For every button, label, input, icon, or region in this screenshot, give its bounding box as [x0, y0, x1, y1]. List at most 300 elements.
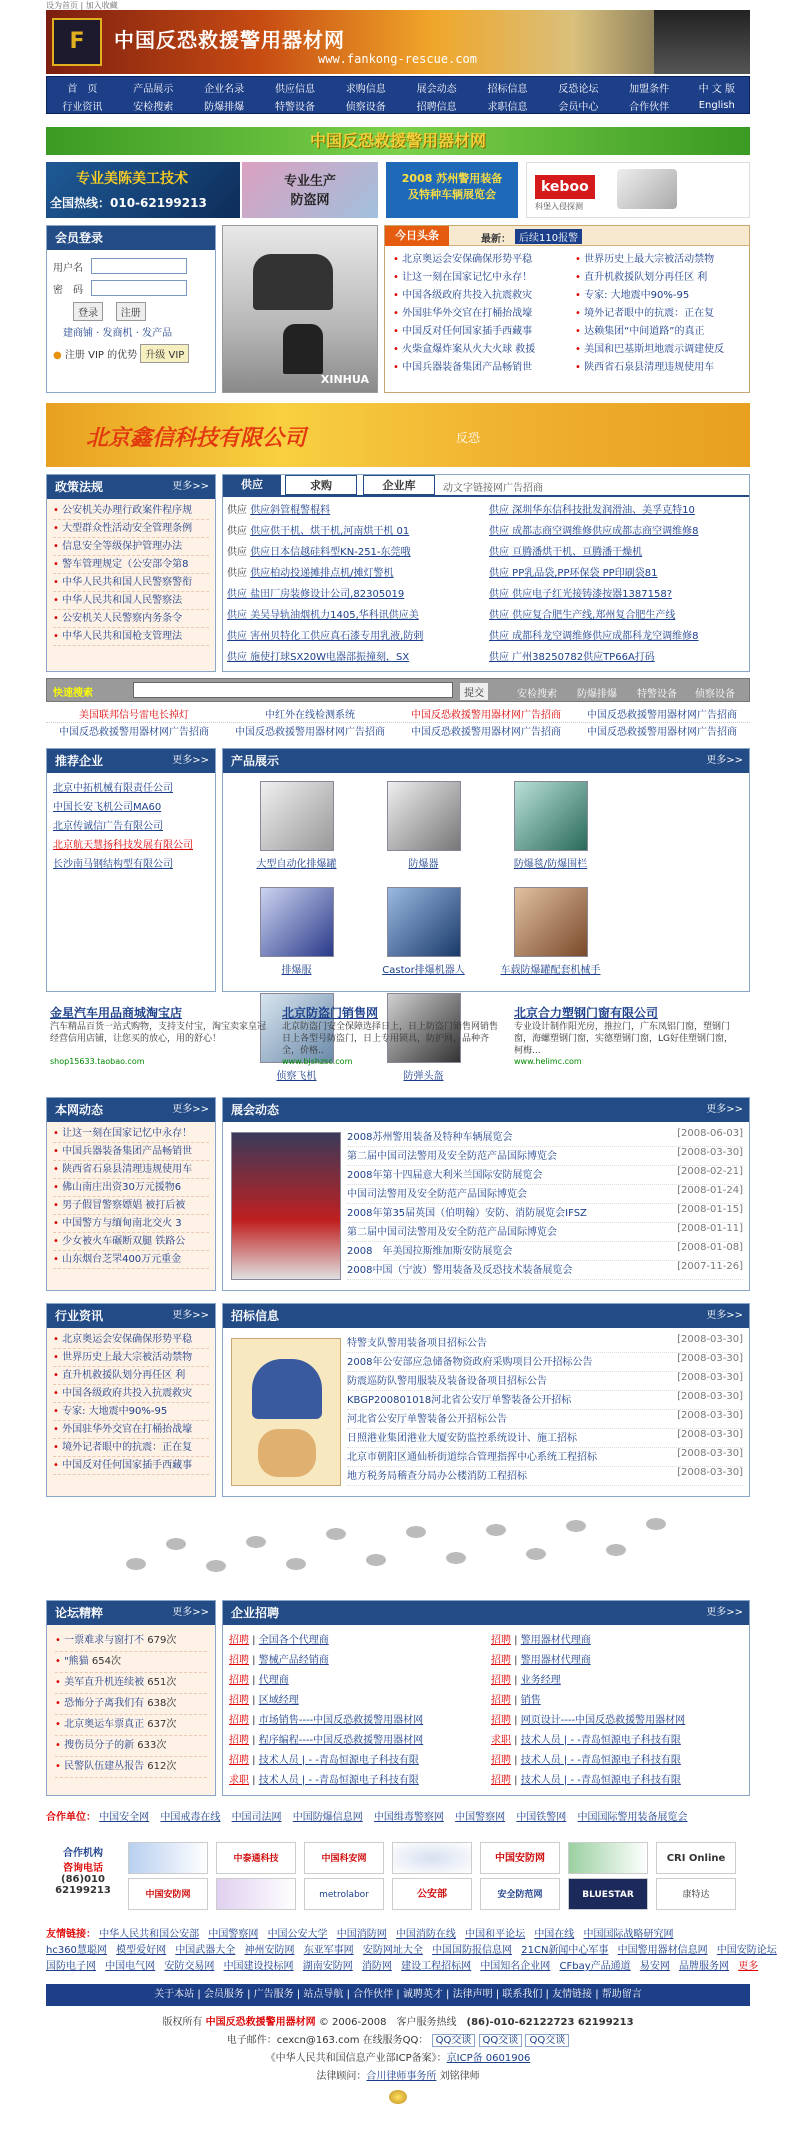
tender-item[interactable]: 地方税务局稽查分局办公楼消防工程招标 [347, 1471, 527, 1482]
industry-item[interactable]: • 专家: 大地震中90%-95 [53, 1403, 209, 1421]
policy-item[interactable]: • 信息安全等级保护管理办法 [53, 538, 209, 556]
partner-logo[interactable]: 公安部 [392, 1878, 472, 1910]
friend-link[interactable]: 中国消防网 [336, 1929, 387, 1940]
forum-item[interactable]: "熊猫 [64, 1656, 89, 1667]
tender-item[interactable]: 2008年公安部应急储备物资政府采购项目公开招标公告 [347, 1357, 593, 1368]
product-card[interactable] [233, 883, 360, 989]
quick-search-bar [46, 678, 750, 702]
industry-item[interactable]: • 北京奥运会安保确保形势平稳 [53, 1331, 209, 1349]
partner-logo[interactable]: BLUESTAR [568, 1878, 648, 1910]
nav-products[interactable]: 产品展示 [133, 83, 174, 95]
tender-date: [2008-03-30] [677, 1429, 743, 1440]
green-banner[interactable] [46, 127, 750, 155]
partner-logo[interactable]: metrolabor [304, 1878, 384, 1910]
headline-item[interactable]: • 中国各级政府共投入抗震救灾 [393, 287, 561, 305]
text-ad[interactable] [282, 1004, 502, 1066]
headline-item[interactable]: • 中国反对任何国家插手西藏事 [393, 323, 561, 341]
vip-advantage-link[interactable]: 注册 VIP 的优势 [64, 350, 138, 361]
friend-link[interactable]: 中国武器大全 [175, 1945, 236, 1956]
forum-item[interactable]: 恐怖分子离我们有 [64, 1698, 145, 1709]
exhibit-header [223, 1098, 749, 1122]
friend-link[interactable]: 建设工程招标网 [401, 1961, 472, 1972]
exhibit-item[interactable]: 中国司法警用及安全防范产品国际博览会 [347, 1189, 527, 1200]
logo-wall [46, 1838, 750, 1918]
friend-link[interactable]: 中国和平论坛 [465, 1929, 526, 1940]
news-item[interactable]: • 少女被火车碾断双腿 铁路公 [53, 1233, 209, 1251]
industry-item[interactable]: • 外国驻华外交官在打桶抬战壕 [53, 1421, 209, 1439]
product-card[interactable] [233, 777, 360, 883]
footprint-banner[interactable] [46, 1504, 750, 1592]
partner-logo[interactable]: 中国安防网 [128, 1878, 208, 1910]
icp-label: 《中华人民共和国信息产业部ICP备案》： [265, 2053, 447, 2064]
post-product-link[interactable]: 发产品 [142, 328, 173, 339]
friend-link[interactable]: 中国消防在线 [395, 1929, 456, 1940]
supply-item[interactable]: 供应 供应复合肥生产线,郑州复合肥生产线 [489, 610, 676, 621]
jobs-more-link[interactable]: 更多>> [706, 1607, 743, 1618]
ad-link[interactable]: 中国反恐救援警用器材网广告招商 [59, 727, 209, 738]
ad-link[interactable]: 美国联邦信号雷电长掉灯 [79, 710, 189, 721]
industry-item[interactable]: • 境外记者眼中的抗震：正在复 [53, 1439, 209, 1457]
exhibit-list [347, 1128, 743, 1280]
exhibit-item[interactable]: 2008 年美国拉斯维加斯安防展览会 [347, 1246, 513, 1257]
forum-count: 637次 [147, 1719, 177, 1730]
headline-item[interactable]: • 北京奥运会安保确保形势平稳 [393, 251, 561, 269]
supply-item[interactable]: 供应 美吴导轨油烟机力1405,华科讯供应美 [227, 610, 419, 621]
tender-item[interactable]: 防震巡防队警用服装及装备设备项目招标公告 [347, 1376, 547, 1387]
supply-item[interactable]: 供应柏动投递摊排点机/摊灯警机 [250, 568, 394, 579]
site-name: 中国反恐救援警用器材网 [114, 28, 345, 52]
supply-item[interactable]: 供应 深圳华东信科技批发润滑油、美孚克特10 [489, 505, 695, 516]
partner-logo[interactable]: 中国安防网 [480, 1842, 560, 1874]
keboo-logo: keboo [535, 175, 595, 199]
headline-item[interactable]: • 火柴盒爆炸案从火大火球 救援 [393, 341, 561, 359]
qq-chat-button[interactable]: QQ交谈 [479, 2034, 523, 2047]
nav-companies[interactable]: 企业名录 [204, 83, 245, 95]
friend-link[interactable]: 品牌服务网 [679, 1961, 730, 1972]
friend-link[interactable]: hc360慧聪网 [46, 1945, 107, 1956]
login-button[interactable]: 登录 [73, 302, 103, 321]
product-card[interactable] [360, 777, 487, 883]
tender-date: [2008-03-30] [677, 1353, 743, 1364]
vip-info-icon: ● [53, 350, 62, 361]
upgrade-vip-button[interactable]: 升级 VIP [140, 344, 189, 363]
nav-english[interactable]: English [698, 99, 735, 111]
headline-item[interactable]: • 世界历史上最大宗被活动禁物 [575, 251, 743, 269]
job-item[interactable]: 技术人员 | - -青岛恒源电子科技有限 [520, 1755, 681, 1766]
partner-link[interactable]: 中国铁警网 [516, 1812, 567, 1823]
headline-item[interactable]: • 让这一刻在国家记忆中永存！ [393, 269, 561, 287]
partner-link[interactable]: 中国缉毒警察网 [373, 1812, 444, 1823]
friend-link[interactable]: 21CN新闻中心军事 [521, 1945, 609, 1956]
job-item[interactable]: 技术人员 | - -青岛恒源电子科技有限 [258, 1755, 419, 1766]
job-item[interactable]: 程序编程----中国反恐救援警用器材网 [258, 1735, 424, 1746]
footer-link[interactable]: 诚聘英才 [402, 1989, 443, 2000]
ad-suzhou-expo[interactable] [386, 162, 518, 218]
product-name[interactable]: Castor排爆机器人 [382, 965, 465, 976]
quick-search-cat[interactable]: 特警设备 [637, 689, 677, 700]
job-type: 求职 [491, 1735, 511, 1746]
headline-item[interactable]: • 中国兵器装备集团产品畅销世 [393, 359, 561, 377]
ad-art-tech[interactable] [46, 162, 240, 218]
tender-item[interactable]: 特警支队警用装备项目招标公告 [347, 1338, 487, 1349]
nav-member[interactable]: 会员中心 [558, 101, 599, 113]
nav-supply[interactable]: 供应信息 [274, 83, 315, 95]
copyright-site-name[interactable]: 中国反恐救援警用器材网 [205, 2017, 316, 2028]
friend-link[interactable]: 中国警察网 [208, 1929, 259, 1940]
exhibit-more-link[interactable]: 更多>> [706, 1104, 743, 1115]
friend-link[interactable]: 中华人民共和国公安部 [99, 1929, 200, 1940]
text-ad-title[interactable]: 北京防盗门销售网 [282, 1006, 379, 1020]
friend-link[interactable]: 中国警用器材信息网 [617, 1945, 708, 1956]
product-name[interactable]: 防爆毯/防爆围栏 [513, 859, 588, 870]
ad-link[interactable]: 中国反恐救援警用器材网广告招商 [587, 710, 737, 721]
product-name[interactable]: 排爆服 [281, 965, 312, 976]
logo-mark[interactable]: F [52, 18, 102, 66]
headline-photo[interactable] [222, 225, 378, 393]
supply-item[interactable]: 供应 亘腾潘烘干机、亘腾潘干燥机 [489, 547, 643, 558]
job-item[interactable]: 警用器材代理商 [520, 1655, 591, 1666]
password-input[interactable] [91, 280, 187, 296]
exhibit-item[interactable]: 2008中国（宁波）警用装备及反恐技术装备展览会 [347, 1265, 573, 1276]
tab-today-headline[interactable]: 今日头条 [385, 226, 449, 246]
friend-link[interactable]: 中国安防论坛 [716, 1945, 777, 1956]
quick-search-input[interactable] [133, 682, 453, 698]
nav-tender[interactable]: 招标信息 [487, 83, 528, 95]
nav-security-search[interactable]: 安检搜索 [133, 101, 174, 113]
tender-date: [2008-03-30] [677, 1334, 743, 1345]
job-item[interactable]: 代理商 [258, 1675, 289, 1686]
friend-link[interactable]: 中国公安大学 [267, 1929, 328, 1940]
news-item[interactable]: • 中国警方与缅甸南北交火 3 [53, 1215, 209, 1233]
policy-item[interactable]: • 大型群众性活动安全管理条例 [53, 520, 209, 538]
partner-logo[interactable]: 康特达 [656, 1878, 736, 1910]
forum-item[interactable]: 民警队伍建丛报告 [64, 1761, 145, 1772]
exhibit-item[interactable]: 2008年第35届英国（伯明翰）安防、消防展览会IFSZ [347, 1208, 587, 1219]
partner-logo[interactable]: 中泰通科技 [216, 1842, 296, 1874]
footer-link[interactable]: 关于本站 [154, 1989, 195, 2000]
tender-item[interactable]: 日照港业集团港业大厦安防监控系统设计、施工招标 [347, 1433, 577, 1444]
friend-link[interactable]: 中国国际战略研究网 [583, 1929, 674, 1940]
ad-security-subtitle: 防盗网 [290, 193, 330, 208]
ad-link[interactable]: 中国反恐救援警用器材网广告招商 [587, 727, 737, 738]
news-item[interactable]: • 中国兵器装备集团产品畅销世 [53, 1143, 209, 1161]
site-news-more-link[interactable]: 更多>> [172, 1104, 209, 1115]
policy-item[interactable]: • 公安机关办理行政案件程序规 [53, 502, 209, 520]
product-name[interactable]: 防爆器 [408, 859, 439, 870]
policy-item[interactable]: • 中华人民共和国枪支管理法 [53, 628, 209, 646]
tender-item[interactable]: KBGP200801018河北省公安厅单警装备公开招标 [347, 1395, 572, 1406]
friend-link[interactable]: 模型爱好网 [116, 1945, 167, 1956]
partner-logo[interactable] [568, 1842, 648, 1874]
ad-link[interactable]: 中国反恐救援警用器材网广告招商 [235, 727, 385, 738]
job-item[interactable]: 技术人员 | - -青岛恒源电子科技有限 [258, 1775, 419, 1786]
nav-join[interactable]: 加盟条件 [629, 83, 670, 95]
company-item[interactable]: 长沙南马钢结构型有限公司 [53, 859, 173, 870]
qq-chat-button[interactable]: QQ交谈 [525, 2034, 569, 2047]
friend-link[interactable]: 安防交易网 [164, 1961, 215, 1972]
policy-item[interactable]: • 公安机关人民警察内务条令 [53, 610, 209, 628]
supply-item[interactable]: 供应 供应电子红光接铸漆按器1387158? [489, 589, 673, 600]
job-item[interactable]: 网页设计----中国反恐救援警用器材网 [520, 1715, 686, 1726]
exhibit-item[interactable]: 第二届中国司法警用及安全防范产品国际博览会 [347, 1151, 557, 1162]
footer-link[interactable]: 会员服务 [203, 1989, 244, 2000]
headline-item[interactable]: • 直升机救援队划分再任区 利 [575, 269, 743, 287]
nav-chinese[interactable]: 中 文 版 [698, 83, 735, 95]
site-news-box [46, 1097, 216, 1291]
policy-item[interactable]: • 警车管理规定（公安部令第8 [53, 556, 209, 574]
product-name[interactable]: 大型自动化排爆罐 [256, 859, 337, 870]
friend-link[interactable]: 中国知名企业网 [480, 1961, 551, 1972]
job-type: 招聘 [229, 1755, 249, 1766]
ad-expo-title: 2008 苏州警用装备 [401, 172, 503, 185]
nav-forum[interactable]: 反恐论坛 [558, 83, 599, 95]
partner-link[interactable]: 中国防爆信息网 [292, 1812, 363, 1823]
partner-logo[interactable] [216, 1878, 296, 1910]
news-item[interactable]: • 男子假冒警察嫖娼 被打后被 [53, 1197, 209, 1215]
friend-link[interactable]: 湖南安防网 [302, 1961, 353, 1972]
industry-item[interactable]: • 直升机救援队划分再任区 利 [53, 1367, 209, 1385]
job-type: 招聘 [491, 1755, 511, 1766]
job-type: 求职 [229, 1775, 249, 1786]
partner-link[interactable]: 中国国际警用装备展览会 [577, 1812, 688, 1823]
jobs-box [222, 1600, 750, 1796]
footer-link[interactable]: 友情链接 [552, 1989, 593, 2000]
quick-search-cat[interactable]: 侦察设备 [695, 689, 735, 700]
supply-type-label: 供应 [227, 547, 247, 558]
footer-badge-icon[interactable] [389, 2090, 407, 2104]
photo-caption: XINHUA [320, 373, 369, 386]
partner-logo[interactable]: 安全防范网 [480, 1878, 560, 1910]
friend-link[interactable]: 安防网址大全 [362, 1945, 423, 1956]
product-card[interactable] [487, 883, 614, 989]
text-ad-title[interactable]: 北京合力塑钢门窗有限公司 [514, 1006, 659, 1020]
forum-item[interactable]: 搜伤员分子的新 [64, 1740, 135, 1751]
quick-search-cat[interactable]: 防爆排爆 [577, 689, 617, 700]
text-ad-title[interactable]: 金星汽车用品商城淘宝店 [50, 1006, 183, 1020]
footer-link[interactable]: 广告服务 [253, 1989, 294, 2000]
exhibit-item[interactable]: 2008苏州警用装备及特种车辆展览会 [347, 1132, 513, 1143]
news-item[interactable]: • 让这一刻在国家记忆中永存！ [53, 1125, 209, 1143]
friend-link[interactable]: 中国国防报信息网 [432, 1945, 513, 1956]
friend-link[interactable]: 东亚军事网 [303, 1945, 354, 1956]
ad-link[interactable]: 中国反恐救援警用器材网广告招商 [411, 710, 561, 721]
policy-header [47, 475, 215, 499]
product-name[interactable]: 侦察飞机 [276, 1071, 317, 1082]
nav-recruit[interactable]: 招聘信息 [416, 101, 457, 113]
nav-demand[interactable]: 求购信息 [345, 83, 386, 95]
supply-item[interactable]: 供应日本信越硅料型KN-251-东莞哦 [250, 547, 411, 558]
exhibit-item[interactable]: 2008年第十四届意大利米兰国际安防展览会 [347, 1170, 543, 1181]
lawyer-firm-link[interactable]: 合川律师事务所 [366, 2071, 437, 2082]
tab-company-db[interactable]: 企业库 [363, 475, 435, 495]
footer-link[interactable]: 法律声明 [452, 1989, 493, 2000]
footer-link[interactable]: 合作伙伴 [353, 1989, 394, 2000]
nav-eod[interactable]: 防爆排爆 [204, 101, 245, 113]
site-header [46, 10, 750, 74]
headline-item[interactable]: • 专家: 大地震中90%-95 [575, 287, 743, 305]
forum-count: 654次 [91, 1656, 121, 1667]
friend-link[interactable]: 国防电子网 [46, 1961, 96, 1972]
products-title: 产品展示 [231, 754, 280, 768]
news-item[interactable]: • 山东烟台芝罘400万元重金 [53, 1251, 209, 1269]
product-name[interactable]: 防弹头盔 [403, 1071, 444, 1082]
job-item[interactable]: 技术人员 | - -青岛恒源电子科技有限 [520, 1735, 681, 1746]
exhibit-photo[interactable] [231, 1132, 341, 1280]
industry-item[interactable]: • 中国反对任何国家插手西藏事 [53, 1457, 209, 1475]
tab-demand[interactable]: 求购 [285, 475, 357, 495]
friend-link[interactable]: 中国建设投标网 [223, 1961, 294, 1972]
company-item[interactable]: 北京传诚信广告有限公司 [53, 821, 163, 832]
nav-exhibition[interactable]: 展会动态 [416, 83, 457, 95]
job-item[interactable]: 技术人员 | - -青岛恒源电子科技有限 [520, 1775, 681, 1786]
footer-link[interactable]: 联系我们 [502, 1989, 543, 2000]
exhibit-date: [2008-01-08] [677, 1242, 743, 1253]
forum-item[interactable]: 美军直升机连续被 [64, 1677, 145, 1688]
add-favorite-link[interactable]: 加入收藏 [85, 1, 118, 10]
news-item[interactable]: • 陕西省石泉县清理违规使用车 [53, 1161, 209, 1179]
nav-partners[interactable]: 合作伙伴 [629, 101, 670, 113]
register-button[interactable]: 注册 [116, 302, 146, 321]
friend-links-more[interactable]: 更多 [738, 1961, 759, 1972]
partner-link[interactable]: 中国戒毒在线 [160, 1812, 221, 1823]
partner-link[interactable]: 中国司法网 [231, 1812, 282, 1823]
ad-link[interactable]: 中国反恐救援警用器材网广告招商 [411, 727, 561, 738]
product-image [514, 781, 588, 851]
headline-item[interactable]: • 外国驻华外交官在打桶抬战壕 [393, 305, 561, 323]
forum-list: • 一票难求与窗打不 679次 • "熊猫 654次 • 美军直升机连续被 651次 • 恐怖分子离我们有 638次 • 北京奥运车票真正 637次 • 搜伤员分子的新 633次 • 民警队伍建丛报告 612次 [47, 1625, 215, 1795]
tab-supply[interactable]: 供应 [223, 475, 281, 495]
tender-more-link[interactable]: 更多>> [706, 1310, 743, 1321]
quick-search-cat[interactable]: 安检搜索 [517, 689, 557, 700]
tender-item[interactable]: 北京市朝阳区通仙桥街道综合管理指挥中心系统工程招标 [347, 1452, 597, 1463]
industry-item[interactable]: • 中国各级政府共投入抗震救灾 [53, 1385, 209, 1403]
industry-item[interactable]: • 世界历史上最大宗被活动禁物 [53, 1349, 209, 1367]
policy-more-link[interactable]: 更多>> [172, 481, 209, 492]
icp-link[interactable]: 京ICP备 0601906 [446, 2053, 531, 2064]
text-ad-url[interactable]: shop15633.taobao.com [50, 1057, 145, 1066]
logo-wall-phone1: (86)010 [61, 1874, 105, 1885]
text-ad-url[interactable]: www.bjshzsc.com [282, 1057, 353, 1066]
supply-item[interactable]: 供应 成都志商空调维修供应成都志商空调维修8 [489, 526, 699, 537]
partner-link[interactable]: 中国安全网 [99, 1812, 150, 1823]
industry-more-link[interactable]: 更多>> [172, 1310, 209, 1321]
friend-link[interactable]: 中国电气网 [105, 1961, 156, 1972]
supply-item[interactable]: 供应 广州38250782供应TP66A打码 [489, 652, 655, 663]
supply-item[interactable]: 供应 施使打球SX20W电器部振撞刻，SX [227, 652, 410, 663]
nav-jobseek[interactable]: 求职信息 [487, 101, 528, 113]
forum-more-link[interactable]: 更多>> [172, 1607, 209, 1618]
tender-item[interactable]: 河北省公安厅单警装备公开招标公告 [347, 1414, 507, 1425]
friend-link[interactable]: 神州安防网 [244, 1945, 295, 1956]
product-name[interactable]: 车载防爆罐配套机械手 [500, 965, 601, 976]
friend-link[interactable]: 易安网 [639, 1961, 670, 1972]
supply-item[interactable]: 供应 害州贝特化工供应真石漆专用乳液,防刺 [227, 631, 424, 642]
job-item[interactable]: 全国各个代理商 [258, 1635, 329, 1646]
forum-item[interactable]: 北京奥运车票真正 [64, 1719, 145, 1730]
headline-item[interactable]: • 境外记者眼中的抗震：正在复 [575, 305, 743, 323]
policy-title: 政策法规 [55, 480, 104, 494]
jobs-left-list: 招聘 | 全国各个代理商 招聘 | 警械产品经销商 招聘 | 代理商 招聘 | 区域经理 招聘 | 市场销售----中国反恐救援警用器材网 招聘 | 程序编程----中国反恐救援警用器材网 招聘 | 技术人员 | - -青岛恒源电子科技有限 求职 | 技术人员 | - -青岛恒源电子科技有限 [229, 1635, 424, 1786]
quick-search-submit[interactable]: 提交 [459, 682, 489, 701]
ad-link[interactable]: 中红外在线检测系统 [265, 710, 355, 721]
products-more-link[interactable]: 更多>> [706, 755, 743, 766]
nav-news[interactable]: 行业资讯 [62, 101, 103, 113]
latest-tag[interactable]: 后续110报警 [515, 229, 582, 244]
product-image [387, 887, 461, 957]
ad-security-net[interactable] [242, 162, 378, 218]
text-ad-url[interactable]: www.helimc.com [514, 1057, 582, 1066]
recommend-more-link[interactable]: 更多>> [172, 755, 209, 766]
company-item[interactable]: 中国长安飞机公司MA60 [53, 802, 162, 813]
set-home-link[interactable]: 设为首页 [46, 1, 78, 10]
job-item[interactable]: 业务经理 [520, 1675, 561, 1686]
footer-link[interactable]: 站点导航 [303, 1989, 344, 2000]
company-item[interactable]: 北京航天慧扬科技发展有限公司 [53, 840, 193, 851]
forum-item[interactable]: 一票难求与窗打不 [64, 1635, 145, 1646]
partner-logo[interactable] [392, 1842, 472, 1874]
text-ad[interactable] [50, 1004, 270, 1066]
headline-item[interactable]: • 美国和巴基斯坦地震示调建使反 [575, 341, 743, 359]
news-item[interactable]: • 佛山南庄出资30万元援物6 [53, 1179, 209, 1197]
post-opportunity-link[interactable]: 发商机 [102, 328, 133, 339]
supply-item[interactable]: 供应斜管棍警棍料 [250, 505, 331, 516]
company-item[interactable]: 北京中拓机械有限责任公司 [53, 783, 173, 794]
partner-logo[interactable] [128, 1842, 208, 1874]
headline-item[interactable]: • 达赖集团“中间道路”的真正 [575, 323, 743, 341]
build-shop-link[interactable]: 建商铺 [63, 328, 93, 339]
policy-item[interactable]: • 中华人民共和国人民警察法 [53, 592, 209, 610]
nav-home[interactable]: 首 页 [67, 83, 98, 95]
tender-date: [2008-03-30] [677, 1372, 743, 1383]
supply-item[interactable]: 供应 成都科龙空调维修供应成都科龙空调维修8 [489, 631, 699, 642]
products-header [223, 749, 749, 773]
exhibit-date: [2008-01-15] [677, 1204, 743, 1215]
exhibit-title: 展会动态 [231, 1103, 280, 1117]
policy-item[interactable]: • 中华人民共和国人民警察警衔 [53, 574, 209, 592]
friend-link[interactable]: 中国在线 [534, 1929, 575, 1940]
nav-recon[interactable]: 侦察设备 [345, 101, 386, 113]
nav-swat[interactable]: 特警设备 [274, 101, 315, 113]
job-item[interactable]: 区域经理 [258, 1695, 299, 1706]
footer-link[interactable]: 帮助留言 [601, 1989, 642, 2000]
job-item[interactable]: 警械产品经销商 [258, 1655, 329, 1666]
supply-item[interactable]: 供应 PP乳品袋,PP环保袋 PP印刷袋81 [489, 568, 658, 579]
job-item[interactable]: 市场销售----中国反恐救援警用器材网 [258, 1715, 424, 1726]
job-item[interactable]: 销售 [520, 1695, 541, 1706]
product-card[interactable] [487, 777, 614, 883]
partner-link[interactable]: 中国警察网 [455, 1812, 506, 1823]
supply-item[interactable]: 供应 盐田厂房装修设计公司,82305019 [227, 589, 405, 600]
partner-logo[interactable]: 中国科安网 [304, 1842, 384, 1874]
job-item[interactable]: 警用器材代理商 [520, 1635, 591, 1646]
exhibit-item[interactable]: 第二届中国司法警用及安全防范产品国际博览会 [347, 1227, 557, 1238]
username-input[interactable] [91, 258, 187, 274]
headline-item[interactable]: • 陕西省石泉县清理违规使用车 [575, 359, 743, 377]
text-ad[interactable] [514, 1004, 734, 1066]
forum-count: 612次 [147, 1761, 177, 1772]
supply-right-list [489, 501, 747, 669]
ad-keboo[interactable] [526, 162, 750, 218]
forum-count: 633次 [137, 1740, 167, 1751]
header-soldier-image [654, 10, 750, 74]
qq-chat-button[interactable]: QQ交谈 [432, 2034, 476, 2047]
yellow-banner[interactable] [46, 403, 750, 467]
partner-logo[interactable]: CRI Online [656, 1842, 736, 1874]
friend-link[interactable]: 消防网 [361, 1961, 392, 1972]
product-card[interactable] [360, 883, 487, 989]
friend-link[interactable]: CFbay产品通道 [559, 1961, 631, 1972]
supply-item[interactable]: 供应供干机、烘干机,河南烘干机 01 [250, 526, 410, 537]
